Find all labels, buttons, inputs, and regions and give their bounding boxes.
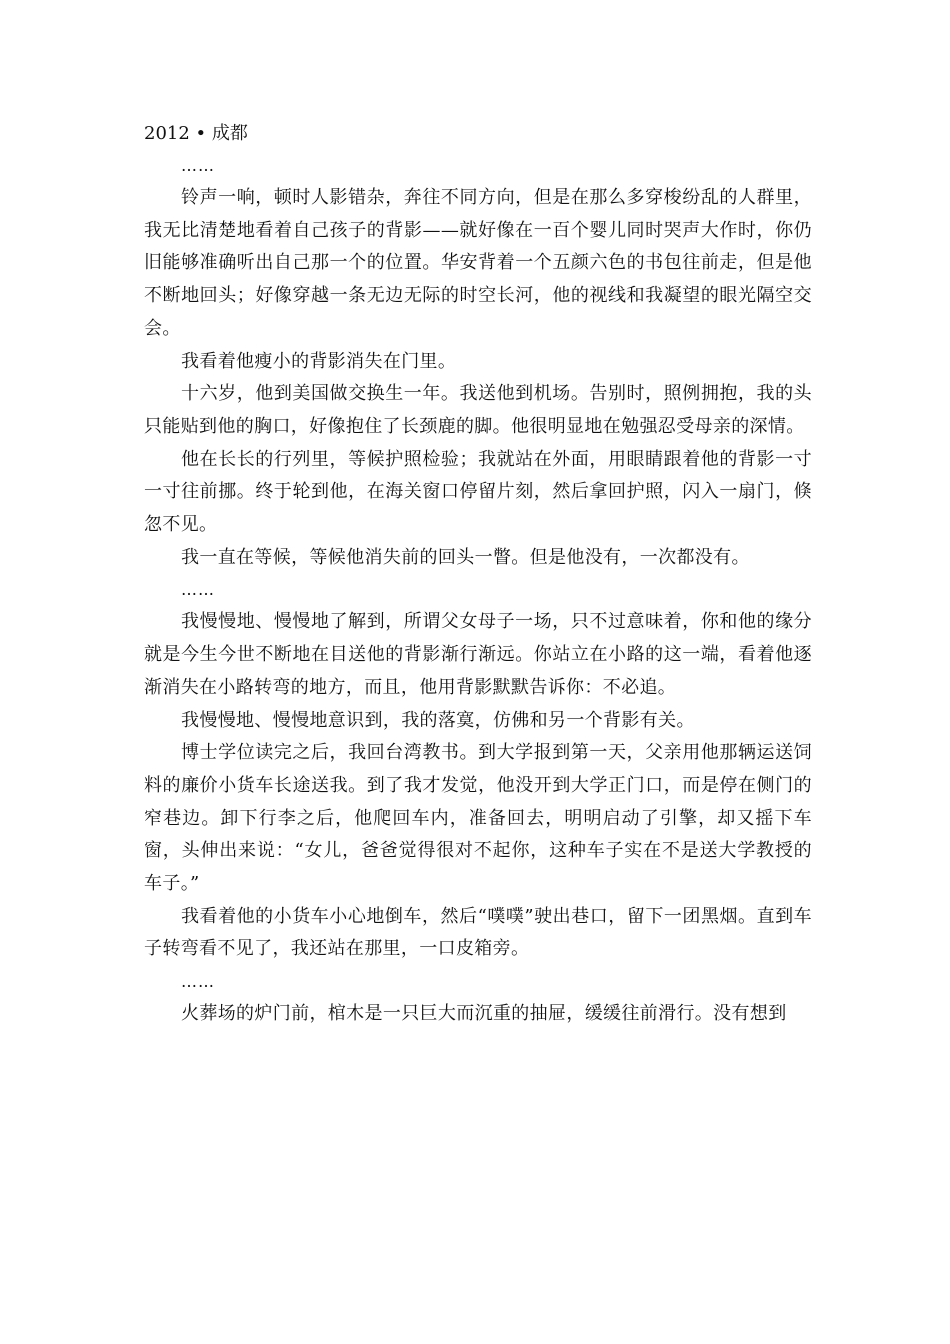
ellipsis-separator: …… xyxy=(181,156,215,175)
paragraph: 我慢慢地、慢慢地了解到，所谓父女母子一场，只不过意味着，你和他的缘分就是今生今世不断地在目送他的背影渐行渐远。你站立在小路的这一端，看着他逐渐消失在小路转弯的地方，而且，他用背影默默告诉你：不必追。 xyxy=(144,611,812,698)
paragraph: 我看着他瘦小的背影消失在门里。 xyxy=(181,350,457,372)
paragraph: 他在长长的行列里，等候护照检验；我就站在外面，用眼睛跟着他的背影一寸一寸往前挪。终于轮到他，在海关窗口停留片刻，然后拿回护照，闪入一扇门，倏忽不见。 xyxy=(144,448,812,536)
paragraph: 博士学位读完之后，我回台湾教书。到大学报到第一天，父亲用他那辆运送饲料的廉价小货车长途送我。到了我才发觉，他没开到大学正门口，而是停在侧门的窄巷边。卸下行李之后，他爬回车内，准备回去，明明启动了引擎，却又摇下车窗，头伸出来说：“女儿，爸爸觉得很对不起你，这种车子实在不是送大学教授的车子。” xyxy=(144,742,812,895)
paragraph: 铃声一响，顿时人影错杂，奔往不同方向，但是在那么多穿梭纷乱的人群里，我无比清楚地看着自己孩子的背影——就好像在一百个婴儿同时哭声大作时，你仍旧能够准确听出自己那一个的位置。华安背着一个五颜六色的书包往前走，但是他不断地回头；好像穿越一条无边无际的时空长河，他的视线和我凝望的眼光隔空交会。 xyxy=(144,187,812,339)
paragraph: 十六岁，他到美国做交换生一年。我送他到机场。告别时，照例拥抱，我的头只能贴到他的胸口，好像抱住了长颈鹿的脚。他很明显地在勉强忍受母亲的深情。 xyxy=(144,383,812,437)
section-heading: 2012 • 成都 xyxy=(144,123,248,144)
ellipsis-separator: …… xyxy=(181,972,215,992)
paragraph-list xyxy=(144,150,812,1031)
paragraph: 我慢慢地、慢慢地意识到，我的落寞，仿佛和另一个背影有关。 xyxy=(181,709,695,731)
ellipsis-separator: …… xyxy=(181,580,215,600)
paragraph: 我一直在等候，等候他消失前的回头一瞥。但是他没有，一次都没有。 xyxy=(181,546,750,568)
paragraph: 我看着他的小货车小心地倒车，然后“噗噗”驶出巷口，留下一团黑烟。直到车子转弯看不见了，我还站在那里，一口皮箱旁。 xyxy=(144,905,812,960)
article-body xyxy=(144,118,812,1031)
paragraph: 火葬场的炉门前，棺木是一只巨大而沉重的抽屉，缓缓往前滑行。没有想到 xyxy=(181,1003,787,1025)
